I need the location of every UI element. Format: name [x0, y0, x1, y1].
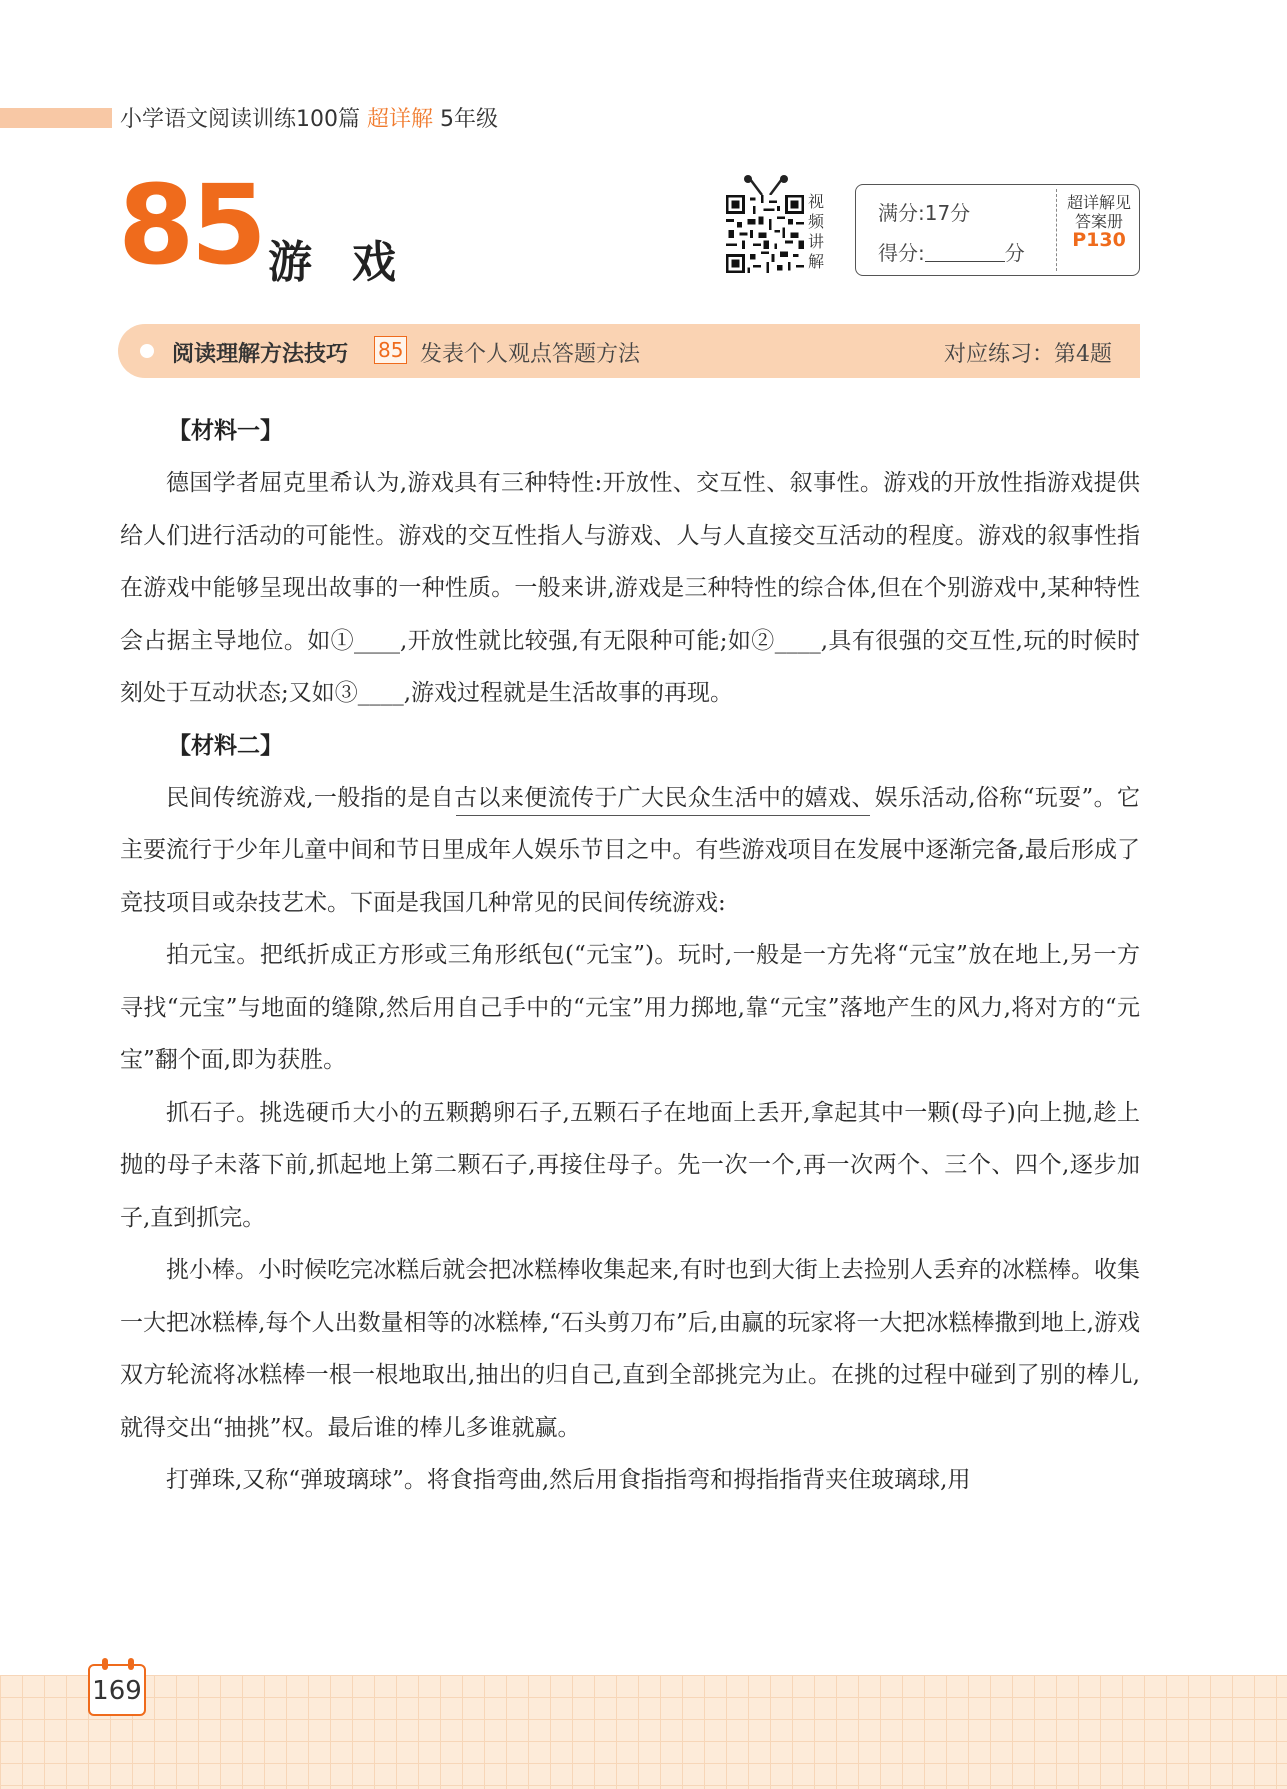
- lesson-number: 85: [118, 161, 264, 289]
- reading-content: [120, 405, 1140, 1507]
- section-heading-2: 【材料二】: [168, 732, 283, 759]
- answer-line[interactable]: [456, 815, 870, 816]
- paragraph: 德国学者屈克里希认为,游戏具有三种特性:开放性、交互性、叙事性。游戏的开放性指游戏提供给人们进行活动的可能性。游戏的交互性指人与游戏、人与人直接交互活动的程度。游戏的叙事性指在游戏中能够呈现出故事的一种性质。一般来讲,游戏是三种特性的综合体,但在个别游戏中,某种特性会占据主导地位。如①____,开放性就比较强,有无限种可能;如②____,具有很强的交互性,玩的时候时刻处于互动状态;又如③____,游戏过程就是生活故事的再现。: [120, 470, 1140, 706]
- score-got-label: 得分:: [878, 241, 925, 265]
- series-highlight: 超详解: [367, 107, 434, 132]
- calendar-ring-icon: [102, 1658, 108, 1670]
- grade-label: 5年级: [440, 107, 499, 132]
- method-number: 85: [374, 336, 407, 364]
- method-topic: 发表个人观点答题方法: [420, 342, 641, 367]
- qr-antenna-icon: [738, 175, 794, 197]
- answer-reference: [1060, 193, 1138, 250]
- score-divider: [1056, 189, 1057, 271]
- paragraph: 打弹珠,又称“弹玻璃球”。将食指弯曲,然后用食指指弯和拇指指背夹住玻璃球,用: [166, 1467, 971, 1493]
- calendar-ring-icon: [128, 1658, 134, 1670]
- header-accent-bar: [0, 108, 112, 128]
- section-heading-1: 【材料一】: [168, 418, 283, 444]
- bullet-dot-icon: [140, 344, 154, 358]
- answer-ref-line2: 答案册: [1074, 212, 1123, 231]
- full-score: 满分:17分: [878, 201, 971, 225]
- method-banner: [118, 324, 1140, 378]
- method-practice: 对应练习：第4题: [944, 342, 1112, 367]
- qr-code-icon[interactable]: [726, 195, 804, 273]
- answer-ref-line1: 超详解见: [1066, 193, 1131, 212]
- paragraph: 民间传统游戏,一般指的是自古以来便流传于广大民众生活中的嬉戏、娱乐活动,俗称“玩耍”。它主要流行于少年儿童中间和节日里成年人娱乐节目之中。有些游戏项目在发展中逐渐完备,最后形成了竞技项目或杂技艺术。下面是我国几种常见的民间传统游戏:: [120, 784, 1140, 916]
- series-title: [120, 102, 498, 133]
- score-blank[interactable]: [925, 243, 1005, 262]
- method-label: 阅读理解方法技巧: [172, 342, 349, 367]
- lesson-title: 游戏: [268, 237, 436, 288]
- score-unit: 分: [1004, 241, 1025, 265]
- page-number: 169: [92, 1676, 142, 1706]
- paragraph: 挑小棒。小时候吃完冰糕后就会把冰糕棒收集起来,有时也到大街上去捡别人丢弃的冰糕棒。收集一大把冰糕棒,每个人出数量相等的冰糕棒,“石头剪刀布”后,由赢的玩家将一大把冰糕棒撒到地上,游戏双方轮流将冰糕棒一根一根地取出,抽出的归自己,直到全部挑完为止。在挑的过程中碰到了别的棒儿,就得交出“抽挑”权。最后谁的棒儿多谁就赢。: [120, 1257, 1140, 1441]
- paragraph: 拍元宝。把纸折成正方形或三角形纸包(“元宝”)。玩时,一般是一方先将“元宝”放在地上,另一方寻找“元宝”与地面的缝隙,然后用自己手中的“元宝”用力掷地,靠“元宝”落地产生的风力,将对方的“元宝”翻个面,即为获胜。: [120, 942, 1140, 1073]
- footer-grid: [0, 1675, 1287, 1789]
- paragraph: 抓石子。挑选硬币大小的五颗鹅卵石子,五颗石子在地面上丢开,拿起其中一颗(母子)向上抛,趁上抛的母子未落下前,抓起地上第二颗石子,再接住母子。先一次一个,再一次两个、三个、四个,逐步加子,直到抓完。: [120, 1099, 1140, 1231]
- score-obtained: [878, 237, 1025, 266]
- video-explanation-label: 视频讲解: [808, 192, 825, 271]
- page-number-badge: [88, 1664, 146, 1716]
- score-box: [855, 184, 1140, 276]
- series-name: 小学语文阅读训练100篇: [120, 107, 360, 132]
- answer-page: P130: [1072, 229, 1126, 251]
